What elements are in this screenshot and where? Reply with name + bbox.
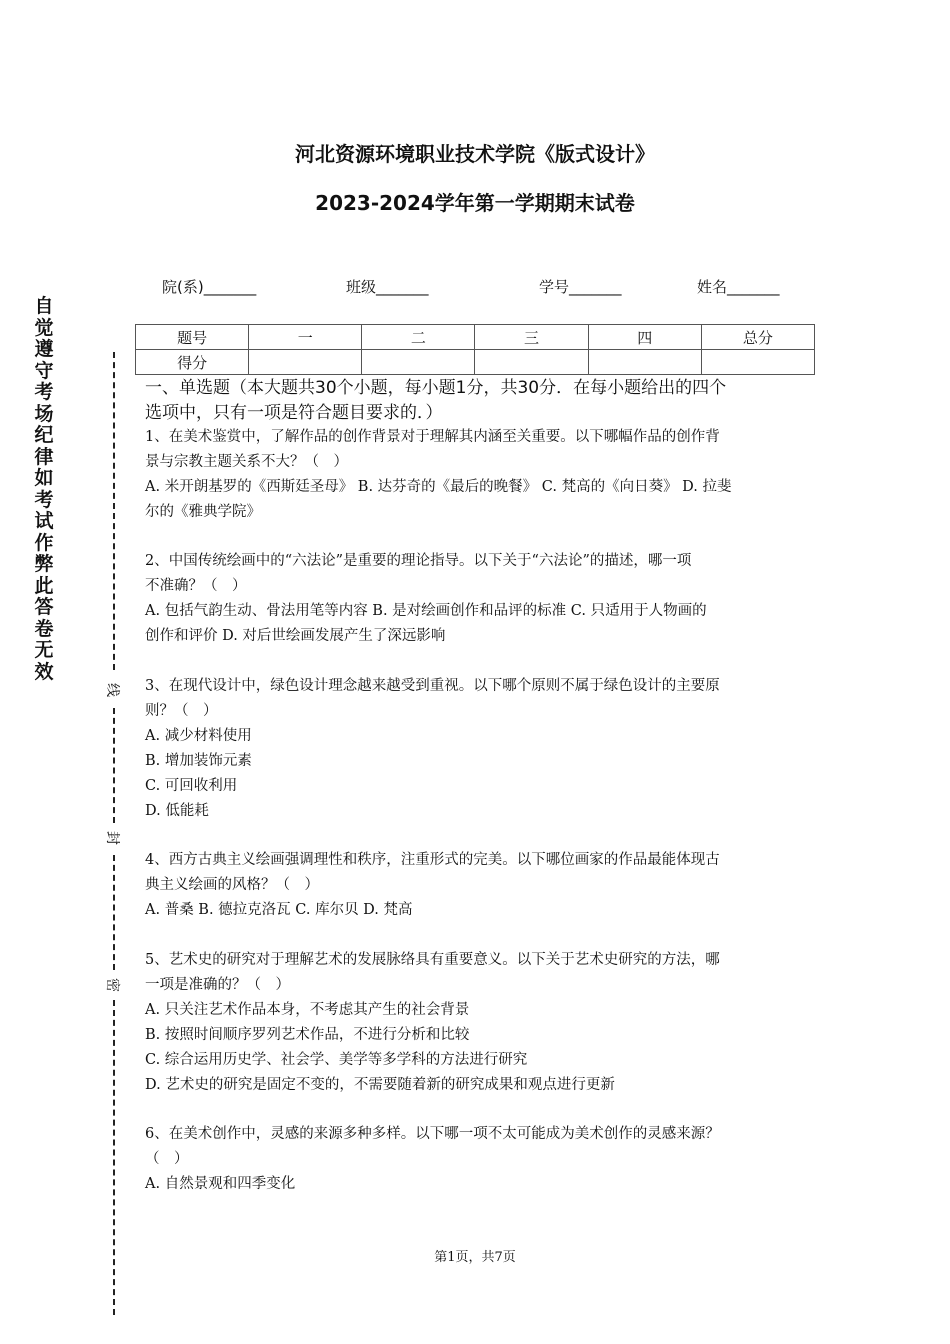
question-line: D. 低能耗 xyxy=(145,803,209,819)
question-line: 创作和评价 D. 对后世绘画发展产生了深远影响 xyxy=(145,628,446,644)
question-line: A. 自然景观和四季变化 xyxy=(145,1176,296,1192)
table-cell: 总分 xyxy=(701,325,814,350)
question-line: B. 增加装饰元素 xyxy=(145,753,252,769)
score-cell xyxy=(249,350,362,375)
seal-mark: 封 xyxy=(104,831,120,845)
question-5 xyxy=(145,948,810,1098)
department-field: 院(系)_______ xyxy=(162,278,257,296)
section-heading-line: 一、单选题（本大题共30个小题，每小题1分，共30分．在每小题给出的四个 xyxy=(145,378,727,398)
question-line: C. 可回收利用 xyxy=(145,778,238,794)
question-2 xyxy=(145,549,810,649)
name-field: 姓名_______ xyxy=(697,278,780,296)
question-line: A. 米开朗基罗的《西斯廷圣母》 B. 达芬奇的《最后的晚餐》 C. 梵高的《向日葵》 D. 拉斐 xyxy=(145,479,732,495)
table-cell: 四 xyxy=(588,325,701,350)
table-cell: 题号 xyxy=(136,325,249,350)
score-cell xyxy=(701,350,814,375)
table-cell: 一 xyxy=(249,325,362,350)
table-header-row xyxy=(136,325,815,350)
question-line: A. 减少材料使用 xyxy=(145,728,252,744)
exam-title: 河北资源环境职业技术学院《版式设计》 xyxy=(295,142,655,166)
seal-mark: 线 xyxy=(104,683,120,697)
section-heading-line: 选项中，只有一项是符合题目要求的．） xyxy=(145,403,443,423)
score-cell xyxy=(362,350,475,375)
binding-line xyxy=(113,1000,115,1315)
question-line: 3、在现代设计中，绿色设计理念越来越受到重视。以下哪个原则不属于绿色设计的主要原 xyxy=(145,678,720,694)
question-line: C. 综合运用历史学、社会学、美学等多学科的方法进行研究 xyxy=(145,1052,528,1068)
binding-line xyxy=(113,352,115,670)
section-heading xyxy=(145,376,815,426)
score-cell xyxy=(588,350,701,375)
question-6 xyxy=(145,1122,810,1197)
question-line: 4、西方古典主义绘画强调理性和秩序，注重形式的完美。以下哪位画家的作品最能体现古 xyxy=(145,852,720,868)
question-line: D. 艺术史的研究是固定不变的，不需要随着新的研究成果和观点进行更新 xyxy=(145,1077,615,1093)
table-cell: 二 xyxy=(362,325,475,350)
question-line: 尔的《雅典学院》 xyxy=(145,504,261,520)
question-line: 2、中国传统绘画中的“六法论”是重要的理论指导。以下关于“六法论”的描述，哪一项 xyxy=(145,553,692,569)
question-line: A. 普桑 B. 德拉克洛瓦 C. 库尔贝 D. 梵高 xyxy=(145,902,413,918)
side-notice: 自觉遵守考场纪律如考试作弊此答卷无效 xyxy=(34,295,54,683)
question-line: 典主义绘画的风格？（ ） xyxy=(145,877,319,893)
question-line: 5、艺术史的研究对于理解艺术的发展脉络具有重要意义。以下关于艺术史研究的方法，哪 xyxy=(145,952,720,968)
question-line: （ ） xyxy=(145,1151,189,1167)
student-id-field: 学号_______ xyxy=(539,278,622,296)
question-line: 一项是准确的？（ ） xyxy=(145,977,290,993)
seal-mark: 密 xyxy=(104,978,120,992)
question-line: B. 按照时间顺序罗列艺术作品，不进行分析和比较 xyxy=(145,1027,470,1043)
class-field: 班级_______ xyxy=(346,278,429,296)
question-line: A. 包括气韵生动、骨法用笔等内容 B. 是对绘画创作和品评的标准 C. 只适用于人物画的 xyxy=(145,603,707,619)
question-line: 不准确？（ ） xyxy=(145,578,247,594)
table-cell: 得分 xyxy=(136,350,249,375)
question-line: 则？（ ） xyxy=(145,703,218,719)
question-4 xyxy=(145,848,810,923)
table-cell: 三 xyxy=(475,325,588,350)
question-line: 景与宗教主题关系不大？（ ） xyxy=(145,454,348,470)
table-row xyxy=(136,350,815,375)
score-cell xyxy=(475,350,588,375)
question-line: 1、在美术鉴赏中，了解作品的创作背景对于理解其内涵至关重要。以下哪幅作品的创作背 xyxy=(145,429,720,445)
binding-line xyxy=(113,708,115,823)
exam-subtitle: 2023-2024学年第一学期期末试卷 xyxy=(315,191,635,215)
score-table xyxy=(135,324,815,375)
question-line: 6、在美术创作中，灵感的来源多种多样。以下哪一项不太可能成为美术创作的灵感来源？ xyxy=(145,1126,720,1142)
question-line: A. 只关注艺术作品本身，不考虑其产生的社会背景 xyxy=(145,1002,470,1018)
binding-line xyxy=(113,855,115,970)
question-3 xyxy=(145,674,810,824)
question-1 xyxy=(145,425,810,525)
page-footer: 第1页，共7页 xyxy=(434,1250,516,1265)
